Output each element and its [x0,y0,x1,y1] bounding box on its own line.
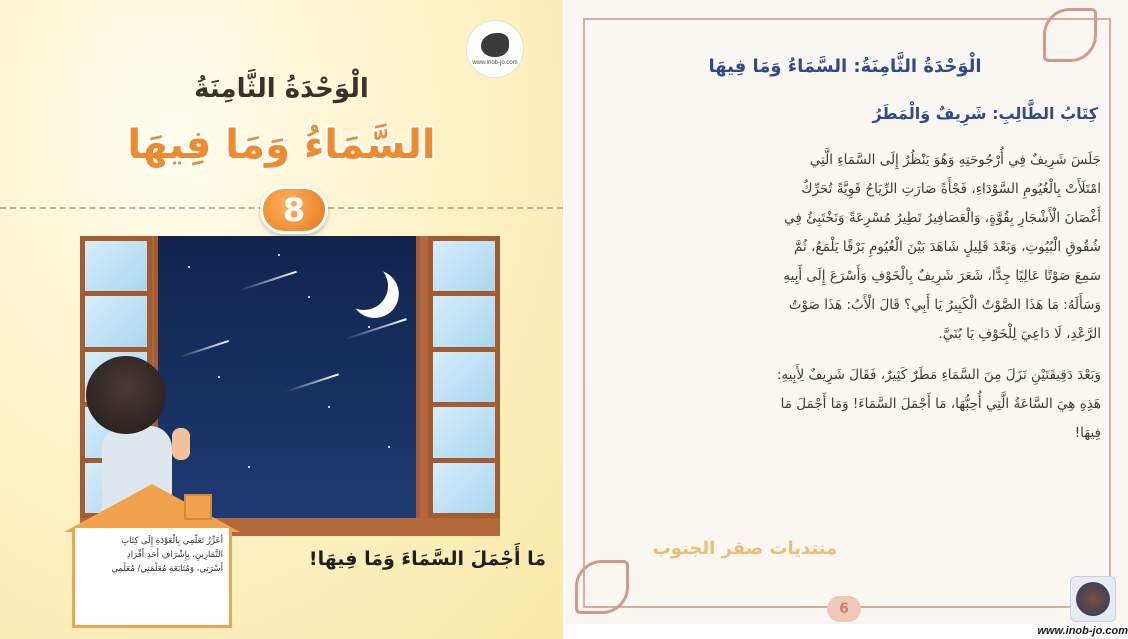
corner-ornament-icon [575,560,629,614]
story-text [625,146,1101,448]
unit-number-badge: 8 [260,186,328,234]
shooting-star [179,340,229,358]
house-chimney [184,494,212,520]
story-line: سَمِعَ صَوْتًا عَالِيًا جِدًّا، شَعَرَ شَرِيفٌ بِالْخَوْفِ وَأَسْرَعَ إِلَى أَبِيهِ [783,268,1101,284]
story-line: هَذِهِ هِيَ السَّاعَةُ الَّتِي أُحِبُّهَا، مَا أَجْمَلَ السَّمَاءَ! وَمَا أَجْمَلَ مَا [780,396,1101,412]
eagle-head-icon [481,33,509,57]
frame-border-left [583,18,585,608]
right-page [565,0,1128,624]
lesson-title: السَّمَاءُ وَمَا فِيهَا [127,122,436,168]
story-subheading: كِتَابُ الطَّالِبِ: شَرِيفٌ وَالْمَطَرُ [872,104,1098,123]
frame-border-right [1109,18,1111,608]
frame-border-top [583,18,1111,20]
home-activity-line: التَّمَارِينِ، بِإِشْرَافِ أَحَدِ أَفْرَادِ [126,550,223,560]
home-activity-line: أُعَزِّزُ تَعَلُّمِي بِالْعَوْدَةِ إِلَى كِتَابِ [121,536,223,546]
boy-pointing-hand [172,428,190,460]
shooting-star [239,271,297,291]
site-avatar-icon [1070,576,1116,622]
corner-ornament-icon [1043,8,1097,62]
site-url: www.inob-jo.com [1037,625,1128,637]
shooting-star [285,373,339,392]
story-line: وَبَعْدَ دَقِيقَتَيْنِ نَزَلَ مِنَ السَّمَاءِ مَطَرٌ كَثِيرٌ، فَقَالَ شَرِيفٌ لِأَبِيهِ: [776,367,1101,383]
page-heading: الْوَحْدَةُ الثَّامِنَةُ: السَّمَاءُ وَمَا فِيهَا [708,56,982,77]
story-line: جَلَسَ شَرِيفٌ فِي أُرْجُوحَتِهِ وَهُوَ يَنْظُرُ إِلَى السَّمَاءِ الَّتِي [809,152,1101,168]
story-line: فِيهَا! [1074,425,1101,441]
home-activity-line: أُسْرَتِي، وَمُتَابَعَةِ مُعَلِّمَتِي/ مُعَلِّمِي [111,564,223,574]
forum-watermark: منتديات صقر الجنوب [652,538,838,559]
story-line: أَغْصَانَ الْأَشْجَارِ بِقُوَّةٍ، وَالْعَصَافِيرُ تَطِيرُ مُسْرِعَةً وَتَخْتَبِئُ فِي [784,210,1101,226]
story-line: وَسَأَلَهُ: مَا هَذَا الصَّوْتُ الْكَبِيرُ يَا أَبِي؟ قَالَ الْأَبُ: هَذَا صَوْتُ [788,297,1101,313]
boy-head [86,356,166,434]
story-line: امْتَلَأَتْ بِالْغُيُومِ السَّوْدَاءِ، فَجْأَةً صَارَتِ الرِّيَاحُ قَوِيَّةً تُحَرِّكُ [801,181,1101,197]
logo-url: www.inob-jo.com [472,59,518,66]
window-shutter-right [428,236,500,518]
story-line: شُقُوقِ الْبُيُوتِ، وَبَعْدَ قَلِيلٍ شَاهَدَ بَيْنَ الْغُيُومِ بَرْقًا يَلْمَعُ، ثُمَّ [794,239,1101,255]
eagle-logo-icon [466,20,524,78]
page-number: 6 [827,596,861,622]
shooting-star [345,318,406,340]
illustration-caption: مَا أَجْمَلَ السَّمَاءَ وَمَا فِيهَا! [308,548,546,570]
home-activity-box [72,528,232,628]
unit-title: الْوَحْدَةُ الثَّامِنَةُ [194,74,369,104]
house-roof-icon [64,484,240,532]
story-line: الرَّعْدِ، لَا دَاعِيَ لِلْخَوْفِ يَا بُنَيَّ. [938,326,1101,342]
left-page [0,0,563,639]
